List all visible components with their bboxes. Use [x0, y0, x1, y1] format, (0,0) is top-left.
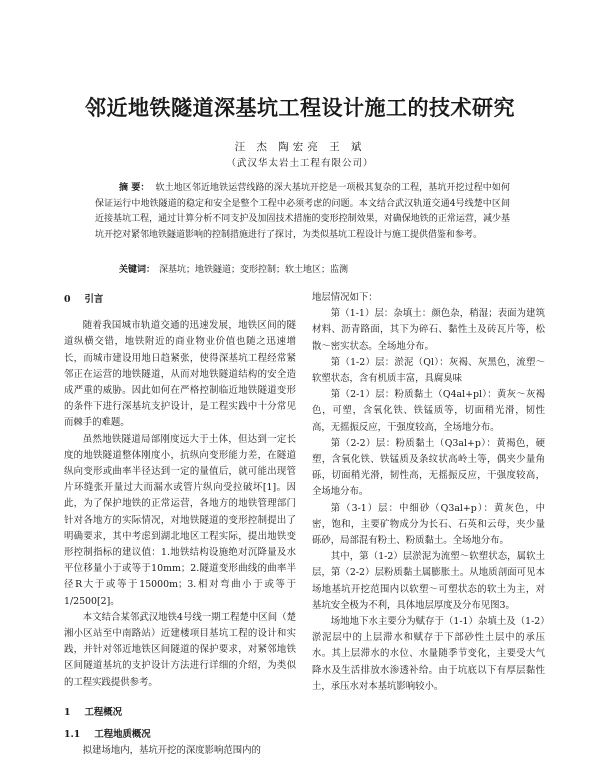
- subsection-number: 1.1: [64, 729, 81, 741]
- keywords-text: 深基坑；地铁隧道；变形控制；软土地区；监测: [159, 265, 349, 275]
- right-column: [312, 290, 545, 695]
- abstract-text: 软土地区邻近地铁运营线路的深大基坑开挖是一项极其复杂的工程，基坑开挖过程中如何保证运行中地铁隧道的稳定和安全是整个工程中必须考虑的问题。本文结合武汉轨道交通4号线楚中区间近接基坑工程，通过计算分析不同支护及加固技术措施的变形控制效果，对确保地铁的正常运营，减少基坑开挖对紧邻地铁隧道影响的控制措施进行了探讨，为类似基坑工程设计与施工提供借鉴和参考。: [95, 183, 510, 240]
- keywords-label: 关键词：: [119, 265, 156, 275]
- paragraph: 第（2-1）层：粉质黏土（Q4al+pl）：黄灰～灰褐色，可塑，含氧化铁、铁锰质等，切面稍光滑，韧性高，无摇振反应，干强度较高，全场地分布。: [312, 389, 545, 433]
- section-number: 1: [64, 706, 71, 718]
- section-title: 引言: [84, 294, 104, 305]
- paragraph: 其中，第（1-2）层淤泥为流塑～软塑状态，属软土层，第（2-2）层粉质黏土属膨胀土。从地质剖面可见本场地基坑开挖范围内以软塑～可塑状态的软土为主，对基坑安全极为不利，具体地层厚度及分布见图3。: [312, 551, 545, 611]
- paragraph: 虽然地铁隧道局部刚度远大于土体，但达到一定长度的地铁隧道整体刚度小，抗纵向变形能力差，在隧道纵向变形或曲率半径达到一定的量值后，就可能出现管片环缝张开量过大而漏水或管片纵向受拉破坏[1]。因此，为了保护地铁的正常运营，各地方的地铁管理部门针对各地方的实际情况，对地铁隧道的变形控制提出了明确要求，其中考虑到湖北地区工程实际，提出地铁变形控制指标的建议值：1.地铁结构设施绝对沉降量及水平位移量小于或等于10mm；2.隧道变形曲线的曲率半径R大于或等于15000m；3.相对弯曲小于或等于1/2500[2]。: [64, 433, 296, 607]
- left-column: [64, 290, 296, 759]
- paragraph: 第（1-1）层：杂填土：颜色杂，稍湿；表面为建筑材料、沥青路面，其下为碎石、黏性土及砖瓦片等，松散～密实状态。全场地分布。: [312, 308, 545, 352]
- paragraph: 随着我国城市轨道交通的迅速发展，地铁区间的隧道纵横交错，地铁附近的商业物业价值也随之迅速增长，而城市建设用地日趋紧张，使得深基坑工程经常紧邻正在运营的地铁隧道，从而对地铁隧道结构的安全造成严重的威胁。因此如何在严格控制临近地铁隧道变形的条件下进行深基坑支护设计，是工程实践中十分常见而棘手的难题。: [64, 320, 296, 429]
- paragraph: 场地地下水主要分为赋存于（1-1）杂填土及（1-2）淤泥层中的上层滞水和赋存于下部砂性土层中的承压水。其上层滞水的水位、水量随季节变化，主要受大气降水及生活排放水渗透补给。由于坑底以下有厚层黏性土，承压水对本基坑影响较小。: [312, 616, 545, 692]
- paper-title: 邻近地铁隧道深基坑工程设计施工的技术研究: [85, 96, 515, 120]
- section-heading-introduction: [64, 292, 296, 308]
- abstract-label: 摘 要：: [119, 183, 150, 193]
- paragraph: 拟建场地内，基坑开挖的深度影响范围内的: [82, 745, 261, 757]
- paragraph: 第（2-2）层：粉质黏土（Q3al+p）：黄褐色，硬塑，含氧化铁、铁锰质及条纹状高岭土等，偶夹少量角砾，切面稍光滑，韧性高，无摇振反应，干强度较高，全场地分布。: [312, 437, 545, 498]
- section-number: 0: [64, 294, 71, 305]
- paragraph-continued: 地层情况如下：: [312, 292, 378, 303]
- keywords: [119, 263, 509, 278]
- author-affiliation: （武汉华太岩土工程有限公司）: [226, 158, 374, 169]
- paragraph: 第（3-1）层：中细砂（Q3al+p）：黄灰色，中密，饱和，主要矿物成分为长石、石英和云母，夹少量砾砂，局部混有粉土、粉质黏土。全场地分布。: [312, 502, 545, 547]
- author-list: 汪 杰 陶宏亮 王 斌: [234, 141, 366, 153]
- abstract: [95, 181, 510, 243]
- paragraph: 本文结合某邻武汉地铁4号线一期工程楚中区间（楚湘小区站至中南路站）近建楼项目基坑工程的设计和实践，并针对邻近地铁区间隧道的保护要求，对紧邻地铁区间隧道基坑的支护设计方法进行详细的介绍，为类似的工程实践提供参考。: [64, 611, 296, 688]
- paragraph: 第（1-2）层：淤泥（Ql）：灰褐、灰黑色，流塑～软塑状态，含有机质丰富，具腐臭味: [312, 356, 545, 385]
- subsection-heading-geology: [64, 727, 296, 743]
- section-title: 工程概况: [84, 706, 123, 718]
- section-heading-project-overview: [64, 705, 296, 721]
- subsection-title: 工程地质概况: [94, 729, 151, 741]
